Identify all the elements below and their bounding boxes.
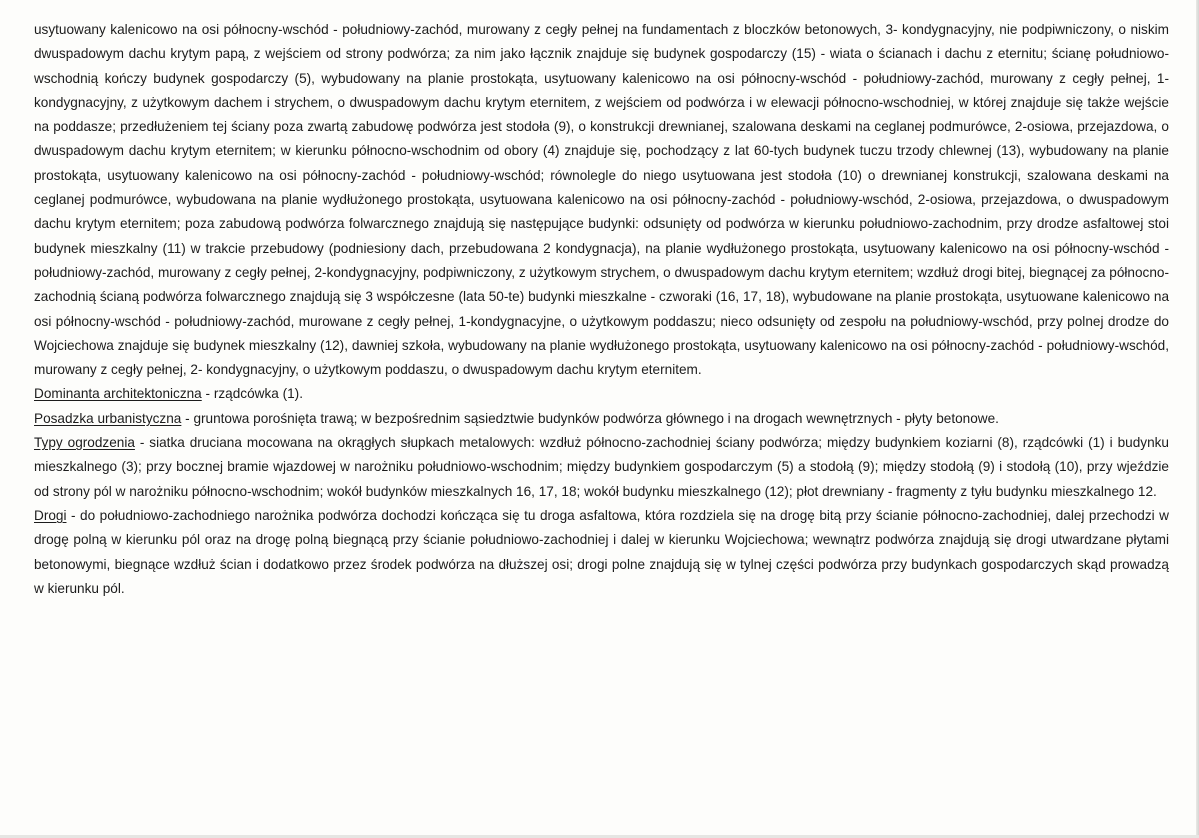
body-paragraph: usytuowany kalenicowo na osi północny-wschód - południowy-zachód, murowany z cegły pełnej na fundamentach z bloczków betonowych, 3- kondygnacyjny, nie podpiwniczony, o niskim dwuspadowym dachu krytym papą, z wejściem od strony podwórza; za nim jako łącznik znajduje się budynek gospodarczy (15) - wiata o ścianach i dachu z eternitu; ścianę południowo-wschodnią kończy budynek gospodarczy (5), wybudowany na planie prostokąta, usytuowany kalenicowo na osi północny-wschód - południowy-zachód, murowany z cegły pełnej, 1-kondygnacyjny, z użytkowym dachem i strychem, o dwuspadowym dachu krytym eternitem, z wejściem od podwórza i w elewacji północno-wschodniej, w której znajduje się także wejście na poddasze; przedłużeniem tej ściany poza zwartą zabudowę podwórza jest stodoła (9), o konstrukcji drewnianej, szalowana deskami na ceglanej podmurówce, 2-osiowa, przejazdowa, o dwuspadowym dachu krytym eternitem; w kierunku północno-wschodnim od obory (4) znajduje się, pochodzący z lat 60-tych budynek tuczu trzody chlewnej (13), wybudowany na planie prostokąta, usytuowany kalenicowo na osi północny-zachód - południowy-wschód; równolegle do niego usytuowana jest stodoła (10) o drewnianej konstrukcji, szalowana deskami na ceglanej podmurówce, wybudowana na planie wydłużonego prostokąta, usytuowana kalenicowo na osi północny-zachód - południowy-wschód, 2-osiowa, przejazdowa, o dwuspadowym dachu krytym eternitem; poza zabudową podwórza folwarcznego znajdują się następujące budynki: odsunięty od podwórza w kierunku południowo-zachodnim, przy drodze asfaltowej stoi budynek mieszkalny (11) w trakcie przebudowy (podniesiony dach, przebudowana 2 kondygnacja), na planie wydłużonego prostokąta, usytuowany kalenicowo na osi północny-wschód - południowy-zachód, murowany z cegły pełnej, 2-kondygnacyjny, podpiwniczony, z użytkowym strychem, o dwuspadowym dachu krytym eternitem; wzdłuż drogi bitej, biegnącej za północno-zachodnią ścianą podwórza folwarcznego znajdują się 3 współczesne (lata 50-te) budynki mieszkalne - czworaki (16, 17, 18), wybudowane na planie prostokąta, usytuowane kalenicowo na osi północny-wschód - południowy-zachód, murowane z cegły pełnej, 1-kondygnacyjne, o użytkowym poddaszu; nieco odsunięty od zespołu na południowy-wschód, przy polnej drodze do Wojciechowa znajduje się budynek mieszkalny (12), dawniej szkoła, wybudowany na planie wydłużonego prostokąta, usytuowany kalenicowo na osi północny-zachód - południowy-wschód, murowany z cegły pełnej, 2- kondygnacyjny, o użytkowym poddaszu, o dwuspadowym dachu krytym eternitem. (34, 22, 1169, 378)
section-ogrodzenia (34, 431, 1169, 504)
section-text: - rządcówka (1). (201, 386, 303, 402)
section-dominanta (34, 382, 1169, 406)
section-text: - do południowo-zachodniego narożnika podwórza dochodzi kończąca się tu droga asfaltowa, która rozdziela się na drogę bitą przy ścianie północno-zachodniej, dalej przechodzi w drogę polną w kierunku pól oraz na drogę polną biegnącą przy ścianie południowo-zachodniej i dalej w kierunku Wojciechowa; wewnątrz podwórza znajdują się drogi utwardzane płytami betonowymi, biegnące wzdłuż ścian i dodatkowo przez środek podwórza na dłuższej osi; drogi polne znajdują się w tylnej części podwórza przy budynkach gospodarczych skąd prowadzą w kierunku pól. (34, 507, 1169, 596)
section-term: Drogi (34, 507, 67, 523)
section-text: - gruntowa porośnięta trawą; w bezpośrednim sąsiedztwie budynków podwórza głównego i na drogach wewnętrznych - płyty betonowe. (181, 410, 999, 426)
section-posadzka (34, 407, 1169, 431)
section-term: Typy ogrodzenia (34, 435, 135, 451)
section-term: Posadzka urbanistyczna (34, 410, 182, 426)
section-text: - siatka druciana mocowana na okrągłych słupkach metalowych: wzdłuż północno-zachodniej ściany podwórza; między budynkiem koziarni (8), rządcówki (1) i budynku mieszkalnego (3); przy bocznej bramie wjazdowej w narożniku południowo-wschodnim; między budynkiem gospodarczym (5) a stodołą (9); między stodołą (9) i stodołą (10), przy wjeździe od strony pól w narożniku północno-wschodnim; wokół budynków mieszkalnych 16, 17, 18; wokół budynku mieszkalnego (12); płot drewniany - fragmenty z tyłu budynku mieszkalnego 12. (34, 435, 1169, 499)
section-drogi (34, 504, 1169, 601)
section-term: Dominanta architektoniczna (34, 386, 202, 402)
